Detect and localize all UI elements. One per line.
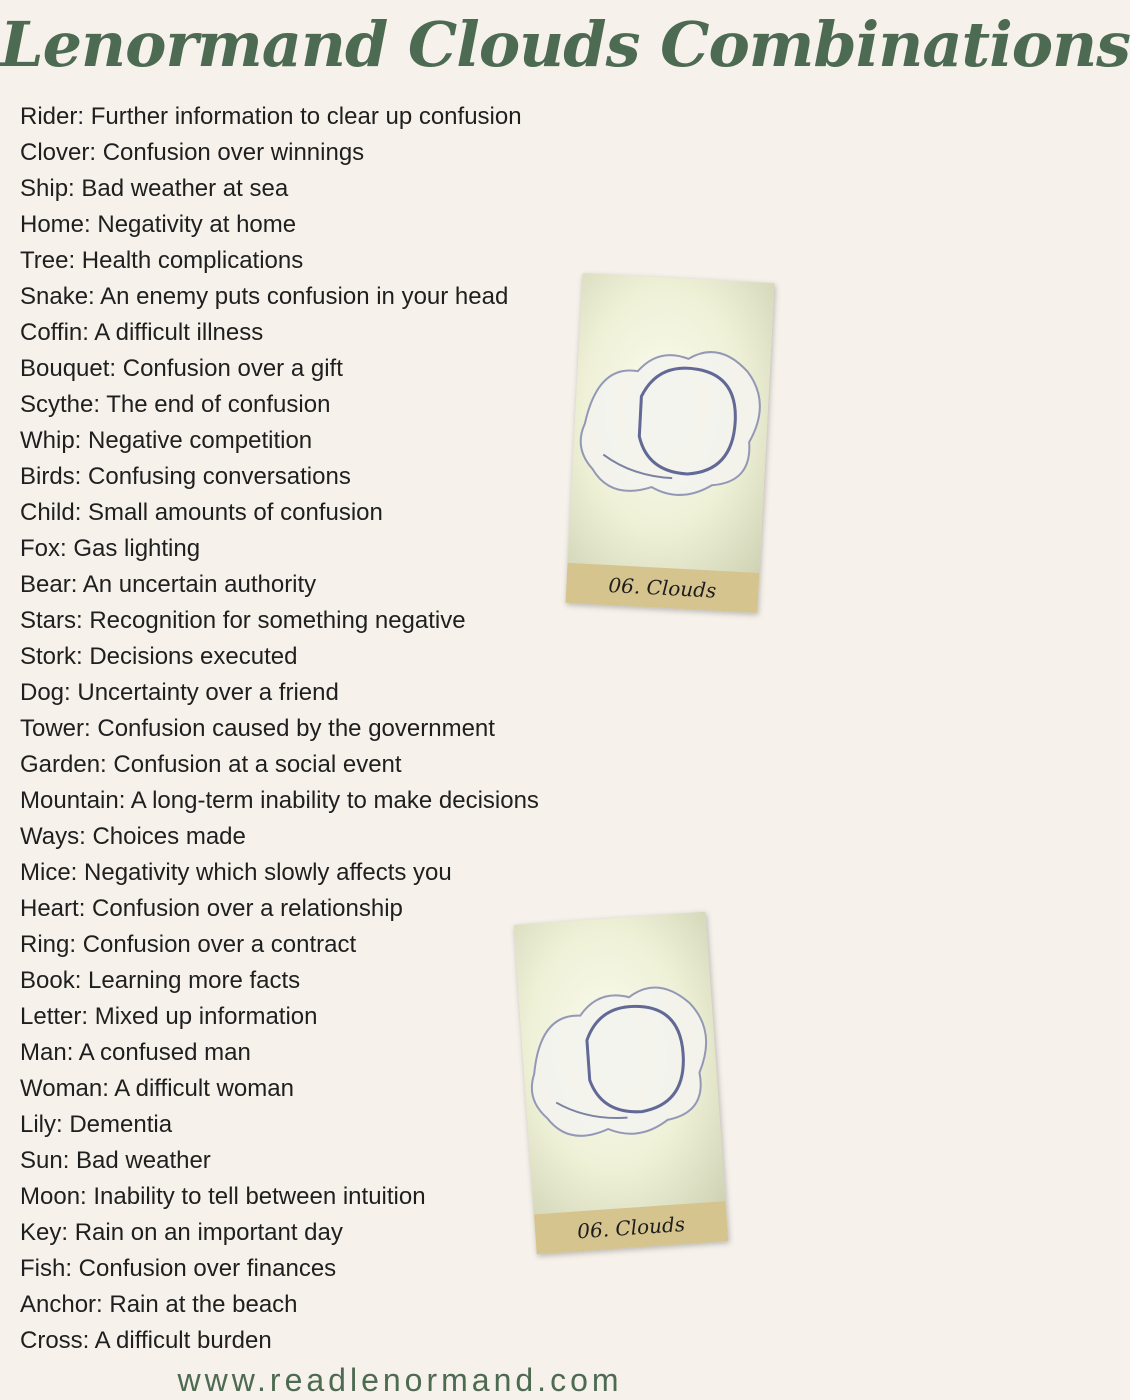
clouds-card-image [565,273,774,613]
combination-item: Ways: Choices made [20,823,246,850]
combination-item: Sun: Bad weather [20,1147,211,1174]
combination-item: Letter: Mixed up information [20,1003,318,1030]
combination-item: Garden: Confusion at a social event [20,751,402,778]
combination-item: Lily: Dementia [20,1111,173,1138]
combination-item: Key: Rain on an important day [20,1219,343,1246]
combination-item: Dog: Uncertainty over a friend [20,679,339,706]
combinations-list [20,99,539,1359]
combination-item: Child: Small amounts of confusion [20,499,383,526]
combination-item: Mice: Negativity which slowly affects you [20,859,452,886]
card-label: 06. Clouds [534,1201,728,1254]
combination-item: Stars: Recognition for something negative [20,607,466,634]
combination-item: Bear: An uncertain authority [20,571,317,598]
combination-item: Fish: Confusion over finances [20,1255,337,1282]
combination-item: Home: Negativity at home [20,211,297,238]
combination-item: Rider: Further information to clear up confusion [20,103,522,130]
combination-item: Anchor: Rain at the beach [20,1291,298,1318]
card-label: 06. Clouds [565,563,759,613]
combination-item: Snake: An enemy puts confusion in your head [20,283,509,310]
combination-item: Mountain: A long-term inability to make decisions [20,787,539,814]
combination-item: Cross: A difficult burden [20,1327,272,1354]
combination-item: Man: A confused man [20,1039,251,1066]
combination-item: Bouquet: Confusion over a gift [20,355,343,382]
combination-item: Tree: Health complications [20,247,304,274]
page-title: Lenormand Clouds Combinations [0,8,1130,81]
clouds-card-image [514,912,729,1255]
combination-item: Birds: Confusing conversations [20,463,351,490]
combination-item: Scythe: The end of confusion [20,391,331,418]
combination-item: Ring: Confusion over a contract [20,931,357,958]
combination-item: Woman: A difficult woman [20,1075,294,1102]
combination-item: Fox: Gas lighting [20,535,201,562]
combination-item: Whip: Negative competition [20,427,313,454]
combination-item: Tower: Confusion caused by the government [20,715,495,742]
combination-item: Heart: Confusion over a relationship [20,895,403,922]
website-url: www.readlenormand.com [177,1362,623,1398]
combination-item: Moon: Inability to tell between intuition [20,1183,426,1210]
clouds-illustration [568,273,775,573]
combination-item: Stork: Decisions executed [20,643,298,670]
combination-item: Clover: Confusion over winnings [20,139,365,166]
combination-item: Coffin: A difficult illness [20,319,264,346]
combination-item: Ship: Bad weather at sea [20,175,289,202]
combination-item: Book: Learning more facts [20,967,301,994]
clouds-illustration [514,912,726,1215]
